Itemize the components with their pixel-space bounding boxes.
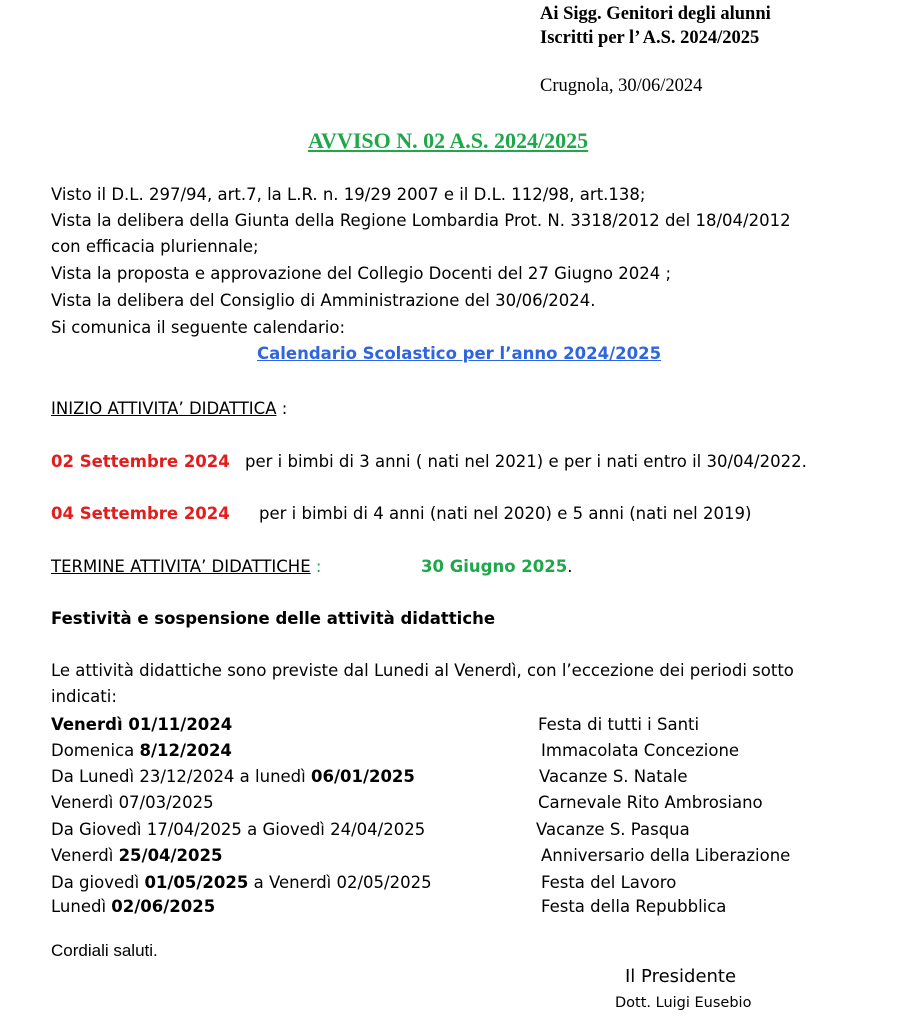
- holiday-date-part: a Venerdì 02/05/2025: [248, 873, 432, 892]
- place-date: Crugnola, 30/06/2024: [540, 76, 703, 96]
- start-date-1: 02 Settembre 2024: [51, 452, 230, 471]
- holiday-date: Da Giovedì 17/04/2025 a Giovedì 24/04/2025: [51, 820, 426, 839]
- holiday-date-part: Da Lunedì 23/12/2024 a lunedì: [51, 767, 311, 786]
- intro-line: Vista la delibera del Consiglio di Amministrazione del 30/06/2024.: [51, 291, 596, 310]
- holiday-date-part: 02/06/2025: [111, 897, 216, 916]
- intro-line: con efficacia pluriennale;: [51, 237, 259, 256]
- signature-role: Il Presidente: [625, 966, 737, 987]
- holiday-label: Anniversario della Liberazione: [541, 846, 791, 865]
- holiday-date: Venerdì 07/03/2025: [51, 793, 214, 812]
- start-heading: INIZIO ATTIVITA’ DIDATTICA: [51, 399, 277, 418]
- holiday-date: [51, 873, 432, 892]
- holiday-date: [51, 846, 222, 865]
- signature-name: Dott. Luigi Eusebio: [615, 995, 752, 1011]
- start-colon: :: [276, 399, 288, 418]
- end-colon: :: [310, 557, 322, 576]
- intro-line: Vista la proposta e approvazione del Collegio Docenti del 27 Giugno 2024 ;: [51, 264, 672, 283]
- end-dot: .: [567, 557, 573, 576]
- holiday-date-part: Da giovedì: [51, 873, 145, 892]
- end-section: [51, 557, 321, 576]
- recipient-line-1: Ai Sigg. Genitori degli alunni: [540, 4, 771, 24]
- notice-title: AVVISO N. 02 A.S. 2024/2025: [308, 128, 589, 153]
- start-text-1: per i bimbi di 3 anni ( nati nel 2021) e per i nati entro il 30/04/2022.: [245, 452, 807, 471]
- holiday-date-part: Lunedì: [51, 897, 112, 916]
- start-section: [51, 399, 287, 418]
- end-date-wrap: [421, 557, 572, 576]
- holiday-label: Festa del Lavoro: [541, 873, 677, 892]
- holiday-date: [51, 741, 232, 760]
- intro-line: Si comunica il seguente calendario:: [51, 318, 346, 337]
- holiday-date: [51, 767, 415, 786]
- holiday-date-part: 8/12/2024: [139, 741, 232, 760]
- holiday-label: Carnevale Rito Ambrosiano: [538, 793, 763, 812]
- holiday-date: [51, 897, 215, 916]
- recipient-line-2: Iscritti per l’ A.S. 2024/2025: [540, 28, 760, 48]
- intro-line: Visto il D.L. 297/94, art.7, la L.R. n. 19/29 2007 e il D.L. 112/98, art.138;: [51, 185, 646, 204]
- holiday-date-part: 01/05/2025: [144, 873, 249, 892]
- holiday-label: Immacolata Concezione: [541, 741, 740, 760]
- holiday-label: Vacanze S. Natale: [539, 767, 688, 786]
- holidays-intro-1: Le attività didattiche sono previste dal Lunedi al Venerdì, con l’eccezione dei periodi sotto: [51, 661, 794, 680]
- holidays-intro-2: indicati:: [51, 687, 117, 706]
- calendar-title: Calendario Scolastico per l’anno 2024/2025: [257, 344, 662, 363]
- holiday-date-part: 06/01/2025: [311, 767, 415, 786]
- start-text-2: per i bimbi di 4 anni (nati nel 2020) e 5 anni (nati nel 2019): [259, 504, 752, 523]
- end-heading: TERMINE ATTIVITA’ DIDATTICHE: [51, 557, 311, 576]
- holiday-label: Festa della Repubblica: [541, 897, 727, 916]
- holiday-label: Vacanze S. Pasqua: [536, 820, 690, 839]
- end-date: 30 Giugno 2025: [421, 557, 568, 576]
- intro-line: Vista la delibera della Giunta della Regione Lombardia Prot. N. 3318/2012 del 18/04/2012: [51, 211, 791, 230]
- holiday-label: Festa di tutti i Santi: [538, 715, 700, 734]
- closing: Cordiali saluti.: [51, 941, 158, 960]
- start-date-2: 04 Settembre 2024: [51, 504, 230, 523]
- holidays-heading: Festività e sospensione delle attività didattiche: [51, 609, 496, 628]
- holiday-date-part: Venerdì: [51, 846, 119, 865]
- holiday-date: Venerdì 01/11/2024: [51, 715, 233, 734]
- holiday-date-part: 25/04/2025: [118, 846, 223, 865]
- holiday-date-part: Domenica: [51, 741, 140, 760]
